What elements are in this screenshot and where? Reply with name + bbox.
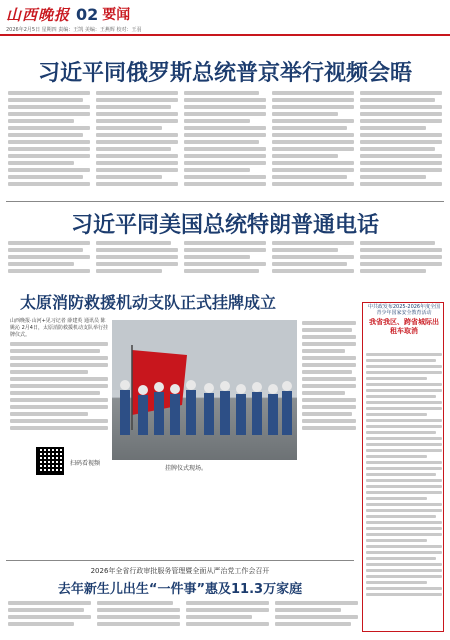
section-label: 要闻 [102, 7, 131, 23]
page-number: 02 [76, 4, 99, 24]
header-rule [0, 34, 450, 36]
headline-story-1: 习近平同俄罗斯总统普京举行视频会晤 [37, 61, 412, 86]
story-1-col [360, 88, 442, 198]
qr-label: 扫码看视频 [70, 460, 101, 467]
sidebar-kicker: 中共政发布2025-2026年度全国青少年国家安全教育活动 [367, 304, 441, 316]
story-4-kicker: 2026年全省行政审批服务管理暨全面从严治党工作会召开 [90, 567, 270, 575]
story-1-body [8, 88, 442, 198]
section-divider [6, 560, 354, 561]
masthead [6, 3, 130, 25]
sidebar-title: 我省我区、跨省城际出租车取消 [369, 318, 439, 335]
sidebar-body [366, 350, 442, 599]
story-4-body [8, 598, 358, 636]
header-meta: 2026年2月5日 星期四 责编：王凯 美编：王燕辉 校对：王羽 [6, 27, 142, 33]
story-2-col [184, 238, 266, 286]
headline-story-4: 去年新生儿出生“一件事”惠及11.3万家庭 [57, 582, 303, 597]
story-2-col [360, 238, 442, 286]
story-2-body [8, 238, 442, 286]
headline-story-3: 太原消防救援机动支队正式挂牌成立 [20, 293, 277, 312]
photo-caption: 挂牌仪式现场。 [165, 465, 208, 472]
newspaper-logo: 山西晚报 [6, 5, 71, 24]
story-2-col [8, 238, 90, 286]
story-1-col [96, 88, 178, 198]
news-photo [112, 320, 297, 460]
story-1-col [184, 88, 266, 198]
story-1-col [272, 88, 354, 198]
qr-code-icon[interactable] [36, 447, 64, 475]
story-2-col [272, 238, 354, 286]
story-4-col [8, 598, 91, 636]
story-4-col [275, 598, 358, 636]
story-1-col [8, 88, 90, 198]
story-4-col [186, 598, 269, 636]
story-4-col [97, 598, 180, 636]
headline-story-2: 习近平同美国总统特朗普通电话 [70, 213, 379, 238]
story-3-right-col [302, 318, 356, 458]
story-3-lead: 山西晚报·山河+见习记者 薛建英 通讯员 陈 姚沁 2月4日，太原消防救援机动支队举行挂牌仪式。 [10, 318, 108, 338]
story-2-col [96, 238, 178, 286]
section-divider [6, 201, 444, 202]
story-3-col [302, 318, 356, 458]
story-3-lead-col [10, 318, 108, 443]
